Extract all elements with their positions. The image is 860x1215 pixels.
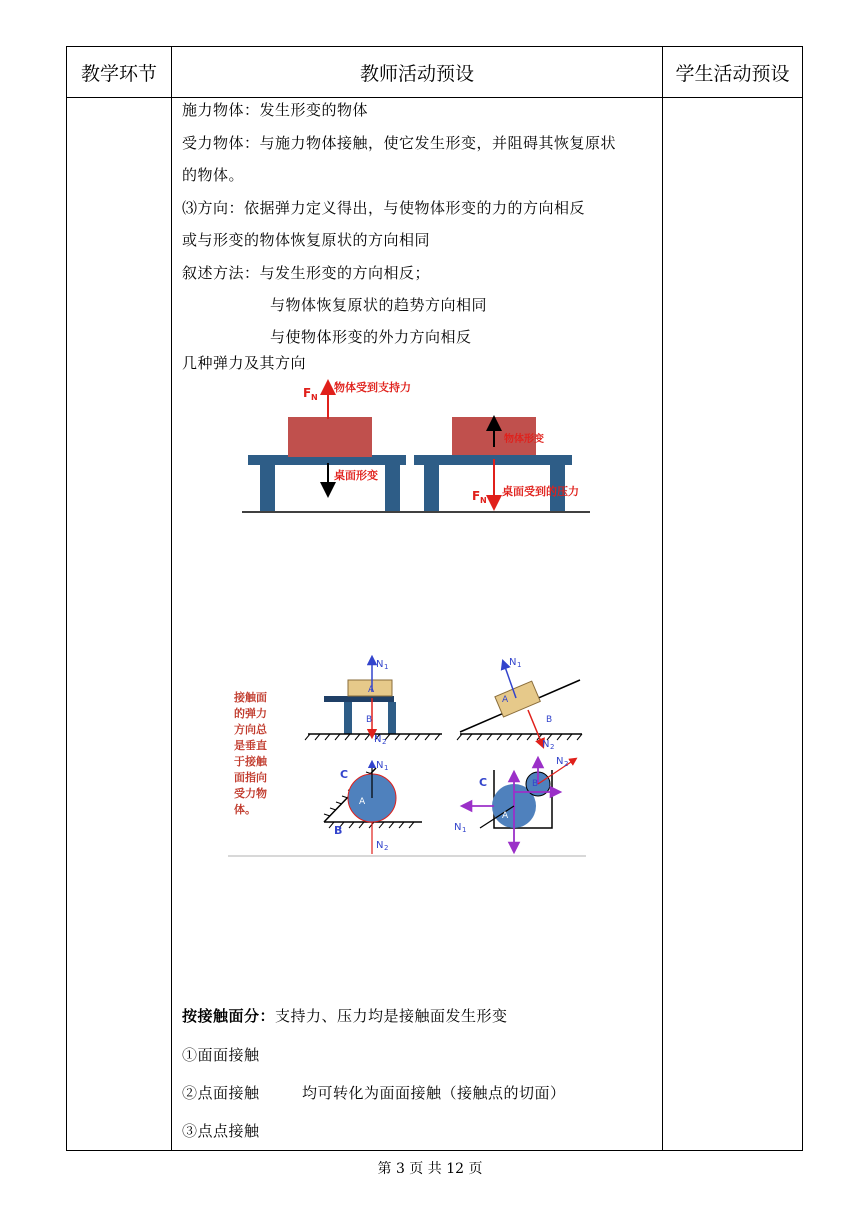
label-a: A: [502, 811, 509, 821]
label-b: B: [366, 715, 373, 725]
col1-body: [67, 98, 172, 1151]
label-n2-sub: 2: [384, 844, 389, 852]
label-n: N: [480, 496, 487, 505]
text-line: 的物体。: [182, 166, 245, 184]
label-c: C: [479, 776, 488, 789]
box: [288, 417, 372, 457]
contact-heading: 按接触面分：: [182, 1007, 276, 1025]
label-pressure: 桌面受到的压力: [502, 485, 579, 498]
table-leg: [385, 465, 400, 511]
side-note-line: 于接触: [234, 755, 267, 768]
section-heading: 几种弹力及其方向: [182, 354, 307, 372]
label-n2: N: [374, 734, 382, 745]
label-b: B: [334, 824, 343, 837]
label-table-deform: 桌面形变: [334, 469, 378, 482]
side-note-line: 是垂直: [234, 739, 267, 752]
side-note-line: 接触面: [234, 691, 267, 704]
side-note-line: 面指向: [234, 771, 267, 784]
label-n2-sub: 2: [382, 738, 387, 746]
text-line: 与物体恢复原状的趋势方向相同: [270, 296, 488, 314]
label-b: B: [546, 715, 553, 725]
list-item: ③点点接触: [182, 1122, 260, 1140]
col2-body: [172, 98, 663, 1151]
ground-hatch: [457, 734, 582, 740]
contact-heading-line: [182, 1005, 508, 1026]
label-n1-sub: 1: [384, 764, 389, 772]
label-c: C: [340, 768, 349, 781]
label-n2: N: [376, 840, 384, 851]
col3-header: 学生活动预设: [663, 47, 803, 98]
col1-header: 教学环节: [67, 47, 172, 98]
label-a: A: [502, 695, 509, 705]
label-a: A: [368, 685, 375, 695]
figure-contact-forces: [226, 650, 588, 860]
ground-hatch: [305, 734, 440, 740]
text-line: ⑶方向：依据弹力定义得出，与使物体形变的力的方向相反: [182, 199, 586, 217]
col2-header: 教师活动预设: [172, 47, 663, 98]
n2-arrow: [528, 710, 542, 744]
label-n1: N: [376, 659, 384, 670]
table-top: [324, 696, 394, 702]
label-n1: N: [376, 760, 384, 771]
side-note-line: 方向总: [234, 723, 267, 736]
list-item: ①面面接触: [182, 1046, 260, 1064]
label-n1: N: [509, 657, 517, 668]
table-leg: [260, 465, 275, 511]
table-leg: [424, 465, 439, 511]
text-line: 或与形变的物体恢复原状的方向相同: [182, 231, 431, 249]
label-n: N: [311, 393, 318, 402]
label-fn: F: [472, 489, 481, 503]
label-fn: F: [303, 386, 312, 400]
page-footer: 第 3 页 共 12 页: [377, 1161, 483, 1177]
col3-body: [663, 98, 803, 1151]
label-b: B: [532, 779, 539, 789]
table-leg: [344, 702, 352, 734]
text-line: 施力物体：发生形变的物体: [182, 101, 369, 119]
table-leg: [388, 702, 396, 734]
label-n2-sub: 2: [564, 760, 569, 768]
label-n1: N: [454, 822, 462, 833]
contact-heading-rest: 支持力、压力均是接触面发生形变: [275, 1007, 508, 1025]
label-support: 物体受到支持力: [334, 381, 411, 394]
text-line: 与使物体形变的外力方向相反: [270, 328, 472, 346]
label-obj-deform: 物体形变: [504, 434, 544, 445]
label-a: A: [359, 797, 366, 807]
figure-table-deformation: [230, 375, 610, 525]
label-n2-sub: 2: [550, 743, 555, 751]
side-note-line: 体。: [234, 803, 256, 816]
list-item-note: 均可转化为面面接触（接触点的切面）: [302, 1084, 566, 1102]
label-n2: N: [556, 756, 564, 767]
label-n1-sub: 1: [462, 826, 467, 834]
label-n1-sub: 1: [384, 663, 389, 671]
side-note-line: 受力物: [234, 787, 267, 800]
label-n1-sub: 1: [517, 661, 522, 669]
list-item: ②点面接触: [182, 1084, 260, 1102]
label-n2: N: [542, 739, 550, 750]
text-line: 叙述方法：与发生形变的方向相反；: [182, 264, 431, 282]
side-note-line: 的弹力: [234, 707, 267, 720]
text-line: 受力物体：与施力物体接触，使它发生形变，并阻碍其恢复原状: [182, 134, 617, 152]
